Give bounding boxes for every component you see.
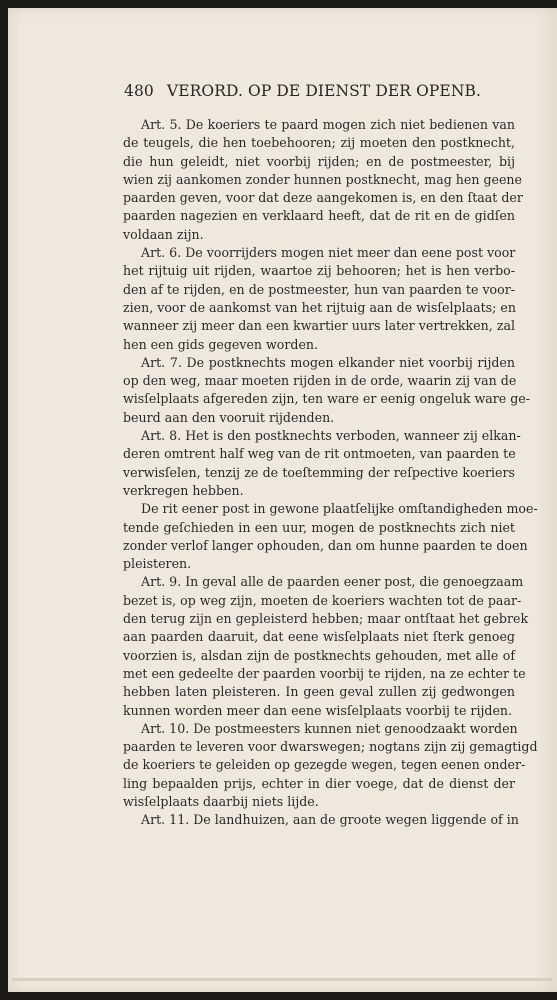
text-line: bezet is, op weg zijn, moeten de koeriers wachten tot de paar- xyxy=(123,592,522,608)
text-line: Art. 8. Het is den postknechts verboden, wanneer zij elkan- xyxy=(141,428,521,444)
text-line: tende geſchieden in een uur, mogen de postknechts zich niet xyxy=(123,519,515,535)
text-line: den terug zijn en gepleisterd hebben; maar ontſtaat het gebrek xyxy=(123,611,529,627)
text-line: De rit eener post in gewone plaatſelijke omſtandigheden moe- xyxy=(141,501,538,517)
running-title: VERORD. OP DE DIENST DER OPENB. xyxy=(166,82,482,100)
text-line: den af te rijden, en de postmeester, hun van paarden te voor- xyxy=(123,281,515,297)
text-line: het rijtuig uit rijden, waartoe zij behooren; het is hen verbo- xyxy=(123,263,515,279)
text-line: hebben laten pleisteren. In geen geval zullen zij gedwongen xyxy=(123,684,515,700)
text-line: beurd aan den vooruit rijdenden. xyxy=(123,409,335,425)
text-line: met een gedeelte der paarden voorbij te rijden, na ze echter te xyxy=(123,665,526,681)
page-bottom-edge xyxy=(12,978,552,981)
text-line: paarden nagezien en verklaard heeft, dat de rit en de gidſen xyxy=(123,208,515,224)
text-line: wien zij aankomen zonder hunnen postknecht, mag hen geene xyxy=(123,171,522,187)
text-line: Art. 5. De koeriers te paard mogen zich niet bedienen van xyxy=(141,117,515,132)
text-line: voorzien is, alsdan zijn de postknechts gehouden, met alle of xyxy=(123,647,515,663)
text-line: die hun geleidt, niet voorbij rijden; en de postmeester, bij xyxy=(123,153,515,169)
text-line: de koeriers te geleiden op gezegde wegen, tegen eenen onder- xyxy=(123,757,526,773)
text-line: ling bepaalden prijs, echter in dier voege, dat de dienst der xyxy=(123,775,515,791)
running-header xyxy=(124,82,524,106)
text-line: Art. 6. De voorrijders mogen niet meer dan eene post voor xyxy=(141,245,516,261)
text-line: wanneer zij meer dan een kwartier uurs later vertrekken, zal xyxy=(123,318,515,334)
text-line: voldaan zijn. xyxy=(123,226,204,242)
text-line: verkregen hebben. xyxy=(123,482,244,498)
text-line: de teugels, die hen toebehooren; zij moeten den postknecht, xyxy=(123,135,515,151)
text-line: deren omtrent half weg van de rit ontmoeten, van paarden te xyxy=(123,446,516,462)
text-line: wisſelplaats afgereden zijn, ten ware er eenig ongeluk ware ge- xyxy=(123,391,531,407)
text-line: pleisteren. xyxy=(123,556,192,572)
text-line: zien, voor de aankomst van het rijtuig aan de wisſelplaats; en xyxy=(123,299,516,315)
text-line: Art. 7. De postknechts mogen elkander niet voorbij rijden xyxy=(141,354,515,370)
body-text xyxy=(123,116,538,830)
text-line: op den weg, maar moeten rijden in de orde, waarin zij van de xyxy=(123,373,517,389)
text-line: paarden te leveren voor dwarswegen; nogtans zijn zij gemagtigd xyxy=(123,739,538,755)
text-line: aan paarden daaruit, dat eene wisſelplaats niet ſterk genoeg xyxy=(123,629,515,645)
text-line: paarden geven, voor dat deze aangekomen is, en den ſtaat der xyxy=(123,190,523,206)
text-line: Art. 11. De landhuizen, aan de groote wegen liggende of in xyxy=(141,812,519,828)
page-number: 480 xyxy=(124,82,154,100)
text-line: verwisſelen, tenzij ze de toeſtemming der reſpective koeriers xyxy=(123,464,515,480)
text-line: Art. 9. In geval alle de paarden eener post, die genoegzaam xyxy=(141,574,524,590)
text-line: hen een gids gegeven worden. xyxy=(123,336,319,352)
text-line: wisſelplaats daarbij niets lijde. xyxy=(123,793,319,809)
text-line: Art. 10. De postmeesters kunnen niet genoodzaakt worden xyxy=(141,720,518,736)
text-line: zonder verlof langer ophouden, dan om hunne paarden te doen xyxy=(123,537,528,553)
text-line: kunnen worden meer dan eene wisſelplaats voorbij te rijden. xyxy=(123,702,513,718)
